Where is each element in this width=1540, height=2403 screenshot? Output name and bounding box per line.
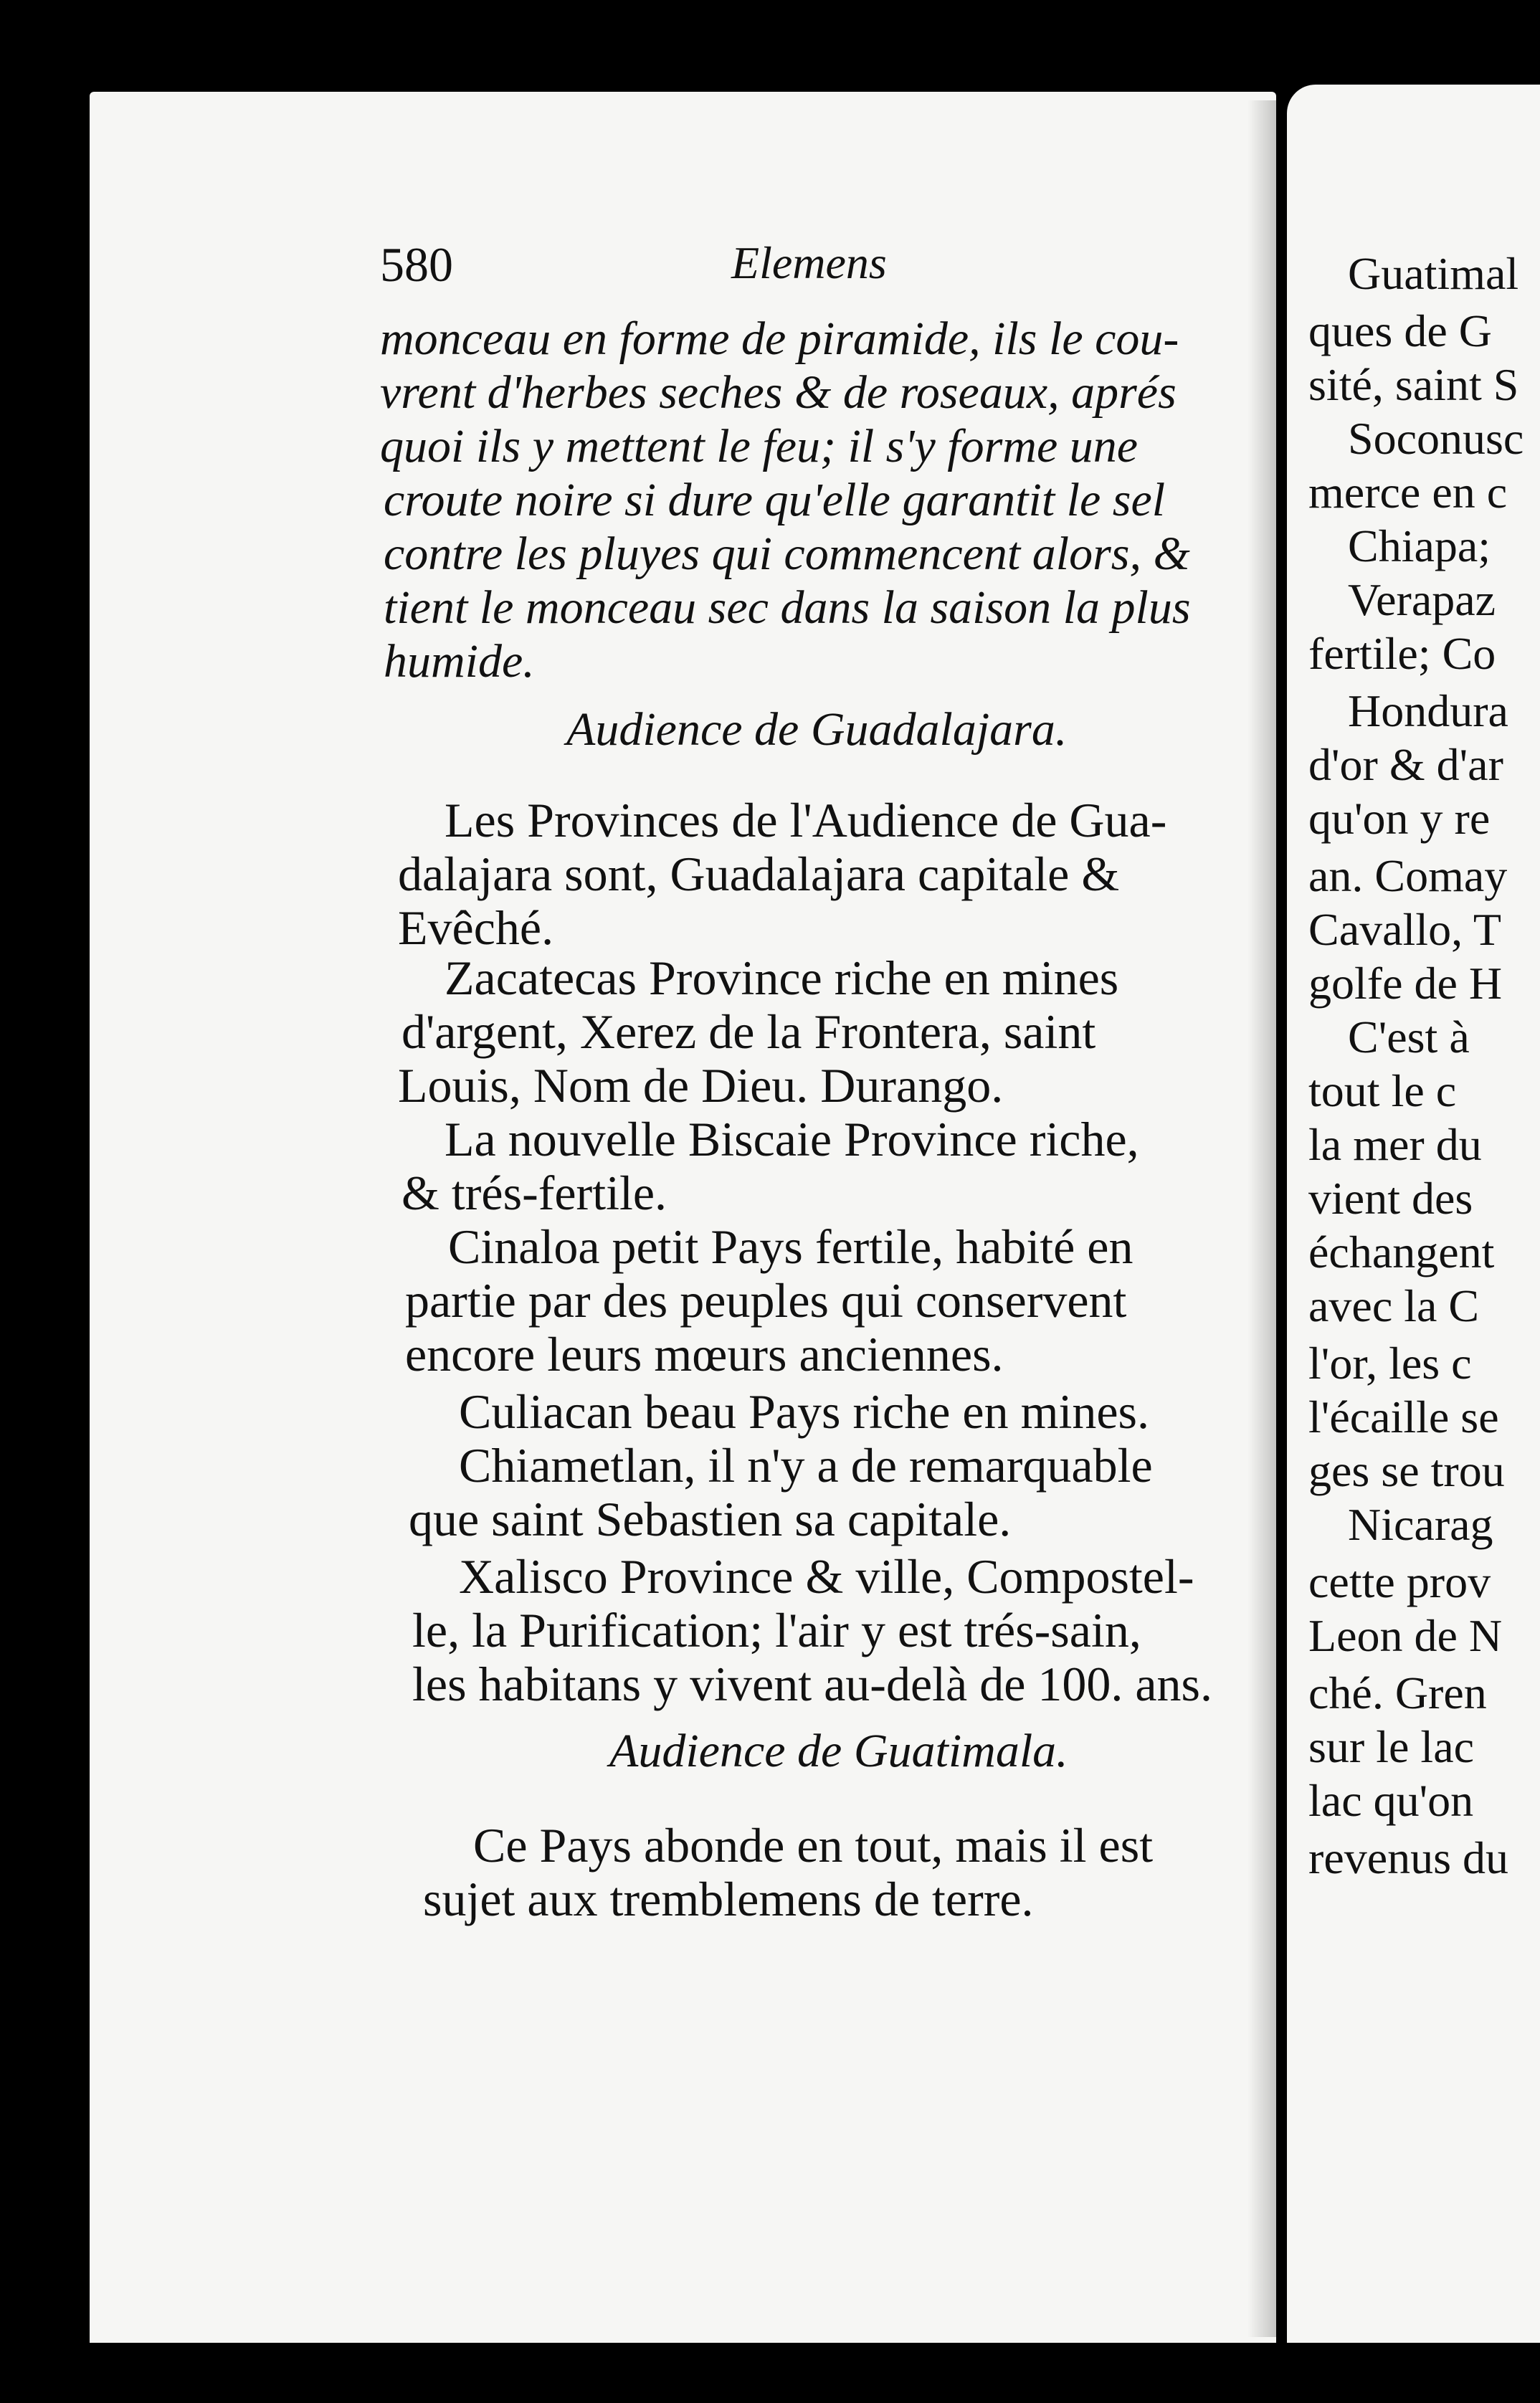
right-text-line: la mer du <box>1308 1119 1482 1170</box>
text-line: les habitans y vivent au-delà de 100. ans. <box>412 1657 1213 1711</box>
right-text-line: an. Comay <box>1308 850 1508 901</box>
right-text-line: Chiapa; <box>1348 520 1491 571</box>
right-text-line: avec la C <box>1308 1280 1480 1331</box>
right-text-line: qu'on y re <box>1308 793 1491 844</box>
right-text-line: vient des <box>1308 1173 1473 1224</box>
text-line: monceau en forme de piramide, ils le cou- <box>380 313 1179 365</box>
text-line: contre les pluyes qui commencent alors, & <box>384 528 1190 580</box>
text-line: que saint Sebastien sa capitale. <box>409 1492 1012 1546</box>
right-text-line: cette prov <box>1308 1556 1491 1607</box>
section-heading: Audience de Guatimala. <box>609 1725 1068 1777</box>
right-text-line: l'or, les c <box>1308 1338 1472 1389</box>
right-text-line: ques de G <box>1308 305 1492 356</box>
right-text-line: C'est à <box>1348 1012 1470 1062</box>
text-line: Ce Pays abonde en tout, mais il est <box>473 1818 1154 1873</box>
right-text-line: tout le c <box>1308 1065 1457 1116</box>
text-line: & trés-fertile. <box>401 1166 667 1220</box>
text-line: vrent d'herbes seches & de roseaux, aprés <box>380 366 1177 419</box>
text-line: d'argent, Xerez de la Frontera, saint <box>401 1004 1096 1059</box>
text-line: Chiametlan, il n'y a de remarquable <box>459 1438 1153 1493</box>
right-text-line: golfe de H <box>1308 958 1503 1009</box>
right-text-line: Nicarag <box>1348 1499 1493 1550</box>
text-line: La nouvelle Biscaie Province riche, <box>445 1112 1139 1166</box>
right-text-line: sur le lac <box>1308 1721 1474 1772</box>
right-text-line: échangent <box>1308 1227 1495 1277</box>
text-line: humide. <box>384 635 535 687</box>
right-text-line: l'écaille se <box>1308 1391 1499 1442</box>
text-line: Zacatecas Province riche en mines <box>445 951 1119 1005</box>
page-header <box>380 237 1169 301</box>
text-line: le, la Purification; l'air y est trés-sain, <box>412 1603 1141 1657</box>
right-text-line: merce en c <box>1308 467 1508 518</box>
right-text-line: d'or & d'ar <box>1308 739 1503 790</box>
text-line: Culiacan beau Pays riche en mines. <box>459 1384 1150 1439</box>
right-text-line: revenus du <box>1308 1832 1509 1883</box>
text-line: Cinaloa petit Pays fertile, habité en <box>448 1219 1133 1274</box>
running-title: Elemens <box>731 237 887 288</box>
right-text-line: sité, saint S <box>1308 359 1519 410</box>
book-gutter-shadow <box>1247 100 1283 2337</box>
text-line: Evêché. <box>398 900 554 955</box>
text-line: croute noire si dure qu'elle garantit le sel <box>384 474 1166 526</box>
right-text-line: Soconusc <box>1348 413 1524 464</box>
text-line: encore leurs mœurs anciennes. <box>405 1327 1004 1381</box>
right-text-line: Verapaz <box>1348 574 1496 625</box>
text-line: Louis, Nom de Dieu. Durango. <box>398 1058 1004 1113</box>
right-text-line: Leon de N <box>1308 1610 1503 1661</box>
text-line: sujet aux tremblemens de terre. <box>423 1872 1034 1926</box>
page-number: 580 <box>380 237 453 292</box>
right-text-line: ché. Gren <box>1308 1667 1487 1718</box>
text-line: dalajara sont, Guadalajara capitale & <box>398 847 1120 901</box>
section-heading: Audience de Guadalajara. <box>566 703 1068 756</box>
right-text-line: Guatimal <box>1348 248 1519 299</box>
text-line: partie par des peuples qui conservent <box>405 1273 1127 1328</box>
right-text-line: Hondura <box>1348 685 1508 736</box>
text-line: tient le monceau sec dans la saison la plus <box>384 581 1191 634</box>
right-text-line: ges se trou <box>1308 1445 1505 1496</box>
text-line: Les Provinces de l'Audience de Gua- <box>445 793 1167 847</box>
text-line: quoi ils y mettent le feu; il s'y forme une <box>380 420 1139 472</box>
right-text-line: fertile; Co <box>1308 628 1496 679</box>
text-line: Xalisco Province & ville, Compostel- <box>459 1549 1194 1604</box>
right-text-line: Cavallo, T <box>1308 904 1501 955</box>
right-text-line: lac qu'on <box>1308 1775 1474 1826</box>
